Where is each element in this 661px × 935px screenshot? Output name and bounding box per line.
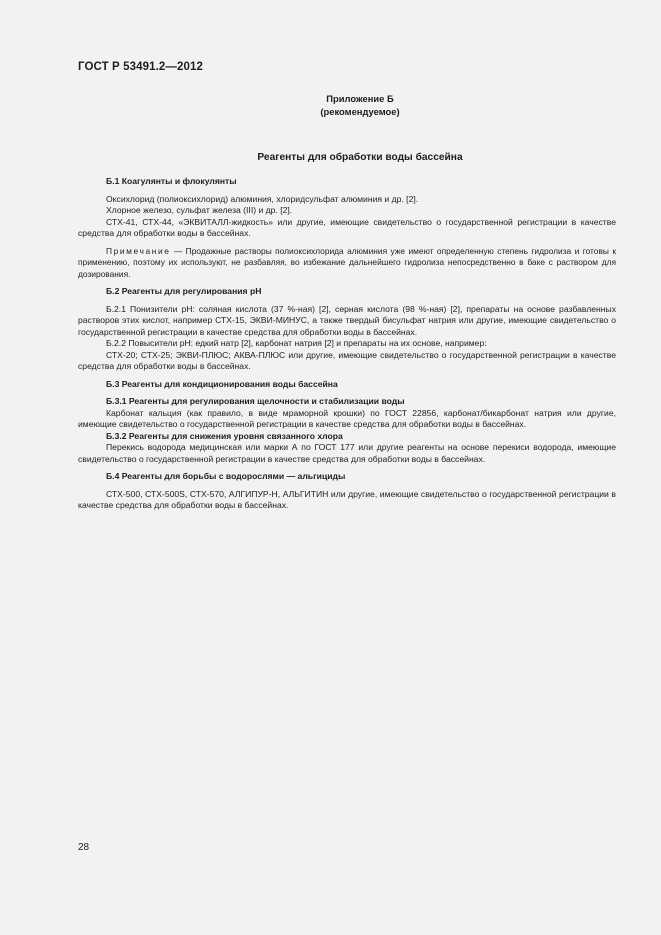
page-number: 28 bbox=[78, 842, 90, 853]
paragraph: Перекись водорода медицинская или марки А по ГОСТ 177 или другие реагенты на основе перекиси водорода, имеющие свидетельство о государственной регистрации в качестве средства для обработки воды в бассейнах. bbox=[78, 442, 616, 464]
section-heading-b4: Б.4 Реагенты для борьбы с водорослями — альгициды bbox=[106, 471, 346, 481]
document-code: ГОСТ Р 53491.2—2012 bbox=[78, 61, 203, 73]
annex-subtitle: (рекомендуемое) bbox=[320, 106, 400, 117]
section-heading-b3: Б.3 Реагенты для кондиционирования воды бассейна bbox=[106, 378, 338, 389]
note-paragraph bbox=[78, 246, 616, 281]
section-heading-b1: Б.1 Коагулянты и флокулянты bbox=[106, 176, 237, 186]
subsection-heading-b3-1: Б.3.1 Реагенты для регулирования щелочности и стабилизации воды bbox=[106, 396, 405, 406]
note-label: Примечание bbox=[106, 245, 171, 256]
paragraph: Б.2.2 Повысители рН: едкий натр [2], карбонат натрия [2] и препараты на их основе, например: bbox=[106, 338, 487, 348]
annex-title: Приложение Б bbox=[326, 93, 394, 104]
paragraph: СТХ-500, СТХ-500S, СТХ-570, АЛГИПУР-Н, АЛЬГИТИН или другие, имеющие свидетельство о государственной регистрации в качестве средства для обработки воды в бассейнах. bbox=[78, 488, 616, 510]
paragraph: Карбонат кальция (как правило, в виде мраморной крошки) по ГОСТ 22856, карбонат/бикарбонат натрия или другие, имеющие свидетельство о государственной регистрации в качестве средства для обработки воды в бассейнах. bbox=[78, 407, 616, 429]
section-heading-b2: Б.2 Реагенты для регулирования рН bbox=[106, 286, 262, 296]
paragraph: СТХ-41, СТХ-44, «ЭКВИТАЛЛ-жидкость» или другие, имеющие свидетельство о государственной регистрации в качестве средства для обработки воды в бассейнах. bbox=[78, 216, 616, 238]
annex-block bbox=[270, 92, 450, 118]
subsection-heading-b3-2: Б.3.2 Реагенты для снижения уровня связанного хлора bbox=[106, 430, 343, 441]
document-body bbox=[78, 176, 616, 512]
paragraph: Б.2.1 Понизители рН: соляная кислота (37 %-ная) [2], серная кислота (98 %-ная) [2], препараты на основе разбавленных растворов этих кислот, например СТХ-15, ЭКВИ-МИНУС, а также твердый бисульфат натрия или другие, имеющие свидетельство о государственной регистрации в качестве средства для обработки воды в бассейнах. bbox=[78, 303, 616, 337]
note-text: — Продажные растворы полиоксихлорида алюминия уже имеют определенную степень гидролиза и готовы к применению, поэтому их используют, не разбавляя, во избежание дальнейшего гидролиза непосредственно в баке с раствором для дозирования. bbox=[78, 245, 616, 279]
annex-main-title: Реагенты для обработки воды бассейна bbox=[257, 152, 463, 163]
paragraph: СТХ-20; СТХ-25; ЭКВИ-ПЛЮС; АКВА-ПЛЮС или другие, имеющие свидетельство о государственной регистрации в качестве средства для обработки воды в бассейнах. bbox=[78, 349, 616, 371]
paragraph: Оксихлорид (полиоксихлорид) алюминия, хлоридсульфат алюминия и др. [2]. bbox=[106, 193, 419, 204]
paragraph: Хлорное железо, сульфат железа (III) и др. [2]. bbox=[106, 205, 293, 215]
